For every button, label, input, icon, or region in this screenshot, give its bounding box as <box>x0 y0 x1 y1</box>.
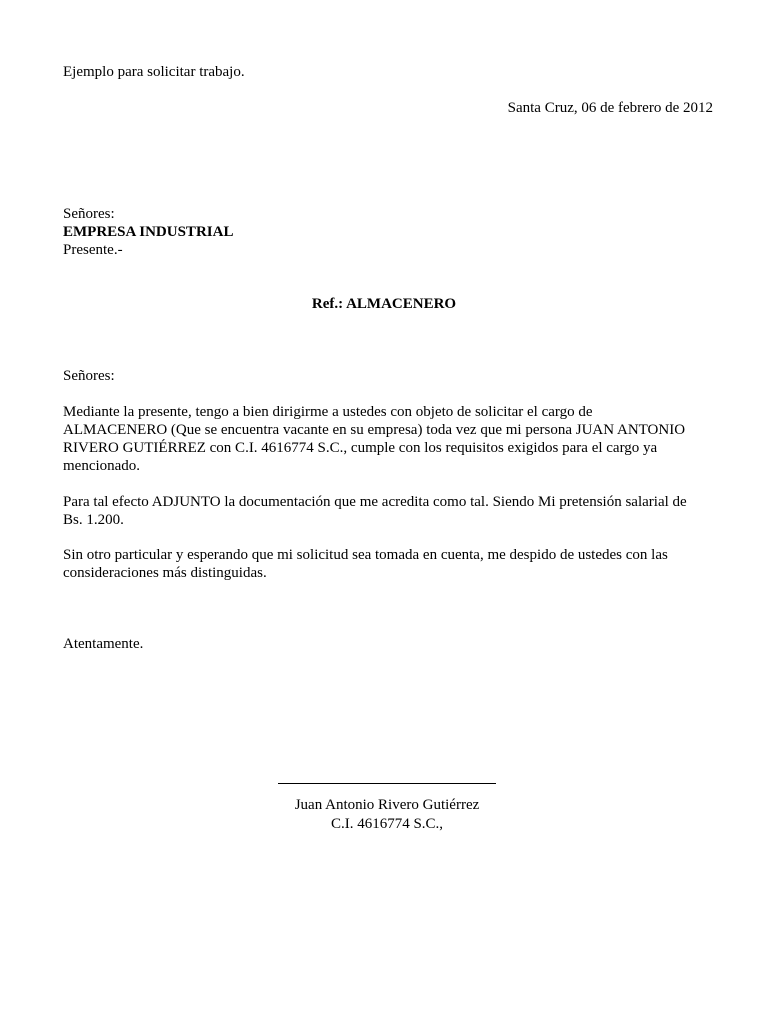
recipient-salutation: Señores: <box>63 206 115 222</box>
recipient-company: EMPRESA INDUSTRIAL <box>63 224 234 240</box>
reference-line: Ref.: ALMACENERO <box>311 296 457 312</box>
paragraph-line: consideraciones más distinguidas. <box>63 565 267 581</box>
paragraph-line: Sin otro particular y esperando que mi solicitud sea tomada en cuenta, me despido de ustedes con las <box>63 547 668 563</box>
recipient-presente: Presente.- <box>63 242 123 258</box>
signature-id: C.I. 4616774 S.C., <box>330 816 444 832</box>
paragraph-line: Para tal efecto ADJUNTO la documentación que me acredita como tal. Siendo Mi pretensión salarial de <box>63 494 687 510</box>
signature-name: Juan Antonio Rivero Gutiérrez <box>294 797 480 813</box>
body-greeting: Señores: <box>63 368 115 384</box>
paragraph-application <box>63 403 723 475</box>
paragraph-line: mencionado. <box>63 458 141 474</box>
paragraph-line: Bs. 1.200. <box>63 512 124 528</box>
paragraph-line: RIVERO GUTIÉRREZ con C.I. 4616774 S.C., cumple con los requisitos exigidos para el cargo ya <box>63 440 658 456</box>
date-line: Santa Cruz, 06 de febrero de 2012 <box>507 100 713 116</box>
document-title: Ejemplo para solicitar trabajo. <box>63 64 245 80</box>
paragraph-line: Mediante la presente, tengo a bien dirigirme a ustedes con objeto de solicitar el cargo de <box>63 404 593 420</box>
paragraph-line: ALMACENERO (Que se encuentra vacante en su empresa) toda vez que mi persona JUAN ANTONIO <box>63 422 686 438</box>
paragraph-attachment <box>63 493 723 529</box>
paragraph-closing-remarks <box>63 546 723 582</box>
closing-atentamente: Atentamente. <box>63 636 144 652</box>
signature-line <box>278 783 496 784</box>
